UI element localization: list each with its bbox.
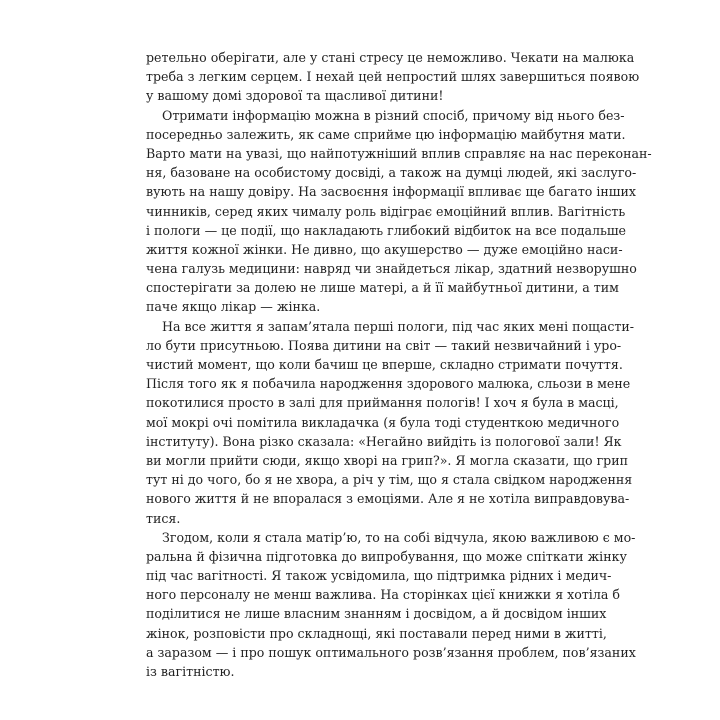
text-line: вують на нашу довіру. На засвоєння інформації впливає ще багато інших — [146, 184, 636, 200]
paragraph — [146, 106, 652, 317]
text-line: ня, базоване на особистому досвіді, а також на думці людей, які заслуго- — [146, 165, 637, 181]
text-line: мої мокрі очі помітила викладачка (я була тоді студенткою медичного — [146, 414, 620, 430]
text-line: ретельно оберігати, але у стані стресу це неможливо. Чекати на малюка — [146, 50, 635, 65]
paragraph — [146, 528, 636, 682]
text-line: у вашому домі здорової та щасливої дитини! — [146, 88, 444, 104]
text-line: чистий момент, що коли бачиш це вперше, складно стримати почуття. — [146, 357, 623, 372]
text-line: нового життя й не впоралася з емоціями. Але я не хотіла виправдовува- — [146, 491, 630, 507]
paragraph — [146, 317, 635, 528]
text-line: Отримати інформацію можна в різний спосіб, причому від нього без- — [162, 107, 625, 123]
text-line: посередньо залежить, як саме сприйме цю інформацію майбутня мати. — [146, 126, 626, 142]
text-line: ного персоналу не менш важлива. На сторінках цієї книжки я хотіла б — [146, 587, 620, 603]
text-line: тут ні до чого, бо я не хвора, а річ у тім, що я стала свідком народження — [146, 472, 633, 488]
text-line: спостерігати за долею не лише матері, а й її майбутньої дитини, а тим — [146, 280, 619, 296]
body-text — [146, 48, 652, 681]
text-line: чена галузь медицини: навряд чи знайдеться лікар, здатний незворушно — [146, 261, 637, 277]
text-line: ло бути присутньою. Поява дитини на світ — такий незвичайний і уро- — [146, 337, 622, 353]
text-line: треба з легким серцем. І нехай цей непростий шлях завершиться появою — [146, 69, 640, 85]
text-line: ви могли прийти сюди, якщо хворі на грип?». Я могла сказати, що грип — [146, 452, 629, 468]
text-line: і пологи — це події, що накладають глибокий відбиток на все подальше — [146, 222, 627, 238]
text-line: Варто мати на увазі, що найпотужніший вплив справляє на нас переконан- — [146, 145, 652, 161]
text-line: із вагітністю. — [146, 664, 235, 679]
text-line: тися. — [146, 510, 181, 526]
text-line: паче якщо лікар — жінка. — [146, 299, 321, 315]
text-line: Згодом, коли я стала матір’ю, то на собі відчула, якою важливою є мо- — [162, 529, 636, 545]
text-line: покотилися просто в залі для приймання пологів! І хоч я була в масці, — [146, 395, 619, 411]
text-line: під час вагітності. Я також усвідомила, що підтримка рідних і медич- — [146, 568, 612, 584]
text-line: Після того як я побачила народження здорового малюка, сльози в мене — [146, 376, 631, 392]
text-line: чинників, серед яких чималу роль відіграє емоційний вплив. Вагітність — [146, 203, 626, 219]
text-line: життя кожної жінки. Не дивно, що акушерство — дуже емоційно наси- — [146, 241, 623, 257]
paragraph — [146, 48, 640, 106]
text-line: На все життя я запам’ятала перші пологи, під час яких мені пощасти- — [162, 318, 635, 334]
text-line: інституту). Вона різко сказала: «Негайно вийдіть із пологової зали! Як — [146, 433, 622, 449]
text-line: а заразом — і про пошук оптимального розв’язання проблем, пов’язаних — [146, 644, 636, 660]
text-line: жінок, розповісти про складнощі, які поставали перед ними в житті, — [146, 625, 607, 641]
text-line: поділитися не лише власним знанням і досвідом, а й досвідом інших — [146, 606, 607, 622]
text-line: ральна й фізична підготовка до випробування, що може спіткати жінку — [146, 548, 627, 564]
